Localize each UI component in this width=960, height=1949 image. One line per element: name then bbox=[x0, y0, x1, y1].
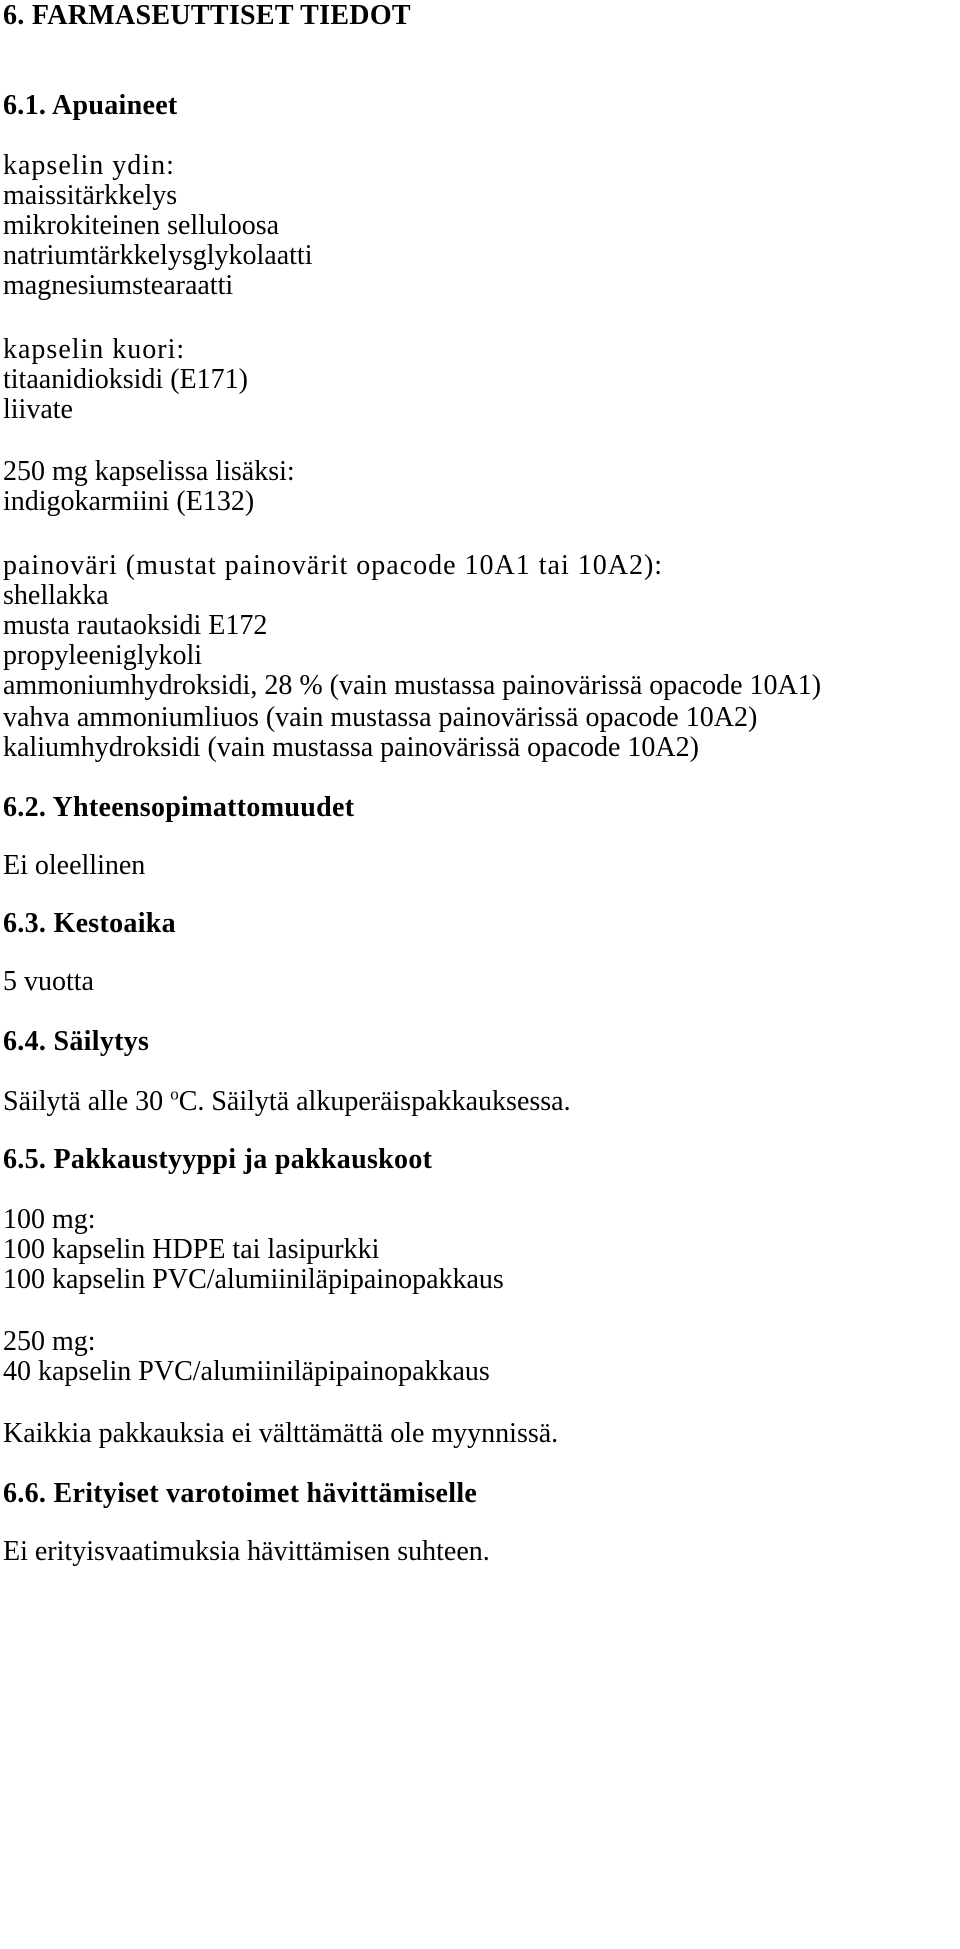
list-item: 40 kapselin PVC/alumiiniläpipainopakkaus bbox=[3, 1356, 490, 1387]
printing-ink-label: painoväri (mustat painovärit opacode 10A1 tai 10A2): bbox=[3, 550, 664, 581]
extra-ingredients-label: 250 mg kapselissa lisäksi: bbox=[3, 456, 295, 487]
capsule-core-label: kapselin ydin: bbox=[3, 150, 175, 181]
list-item: maissitärkkelys bbox=[3, 180, 178, 211]
capsule-shell-label: kapselin kuori: bbox=[3, 334, 186, 365]
section-title: 6. FARMASEUTTISET TIEDOT bbox=[3, 0, 411, 31]
list-item: musta rautaoksidi E172 bbox=[3, 610, 268, 641]
list-item: mikrokiteinen selluloosa bbox=[3, 210, 280, 241]
pack-group-100mg-label: 100 mg: bbox=[3, 1204, 96, 1235]
pack-availability-note: Kaikkia pakkauksia ei välttämättä ole myynnissä. bbox=[3, 1418, 559, 1449]
section-6-5-heading: 6.5. Pakkaustyyppi ja pakkauskoot bbox=[3, 1144, 433, 1175]
pack-group-250mg-label: 250 mg: bbox=[3, 1326, 96, 1357]
section-6-6-heading: 6.6. Erityiset varotoimet hävittämiselle bbox=[3, 1478, 478, 1509]
section-6-4-heading: 6.4. Säilytys bbox=[3, 1026, 150, 1057]
list-item: magnesiumstearaatti bbox=[3, 270, 234, 301]
section-6-1-heading: 6.1. Apuaineet bbox=[3, 90, 178, 121]
list-item: ammoniumhydroksidi, 28 % (vain mustassa painovärissä opacode 10A1) bbox=[3, 670, 822, 701]
section-6-3-heading: 6.3. Kestoaika bbox=[3, 908, 176, 939]
section-6-6-text: Ei erityisvaatimuksia hävittämisen suhteen. bbox=[3, 1536, 490, 1567]
degree-mark: o bbox=[170, 1084, 179, 1104]
section-6-2-heading: 6.2. Yhteensopimattomuudet bbox=[3, 792, 355, 823]
list-item: indigokarmiini (E132) bbox=[3, 486, 255, 517]
section-6-3-text: 5 vuotta bbox=[3, 966, 94, 997]
list-item: titaanidioksidi (E171) bbox=[3, 364, 248, 395]
storage-text-end: C. Säilytä alkuperäispakkauksessa. bbox=[178, 1086, 571, 1117]
list-item: 100 kapselin HDPE tai lasipurkki bbox=[3, 1234, 380, 1265]
list-item: natriumtärkkelysglykolaatti bbox=[3, 240, 313, 271]
list-item: vahva ammoniumliuos (vain mustassa painovärissä opacode 10A2) bbox=[3, 702, 758, 733]
list-item: kaliumhydroksidi (vain mustassa painovärissä opacode 10A2) bbox=[3, 732, 699, 763]
section-6-4-text bbox=[3, 1084, 571, 1117]
storage-text-start: Säilytä alle 30 bbox=[3, 1086, 171, 1117]
section-6-2-text: Ei oleellinen bbox=[3, 850, 146, 881]
list-item: shellakka bbox=[3, 580, 109, 611]
list-item: 100 kapselin PVC/alumiiniläpipainopakkaus bbox=[3, 1264, 504, 1295]
list-item: propyleeniglykoli bbox=[3, 640, 203, 671]
list-item: liivate bbox=[3, 394, 73, 425]
